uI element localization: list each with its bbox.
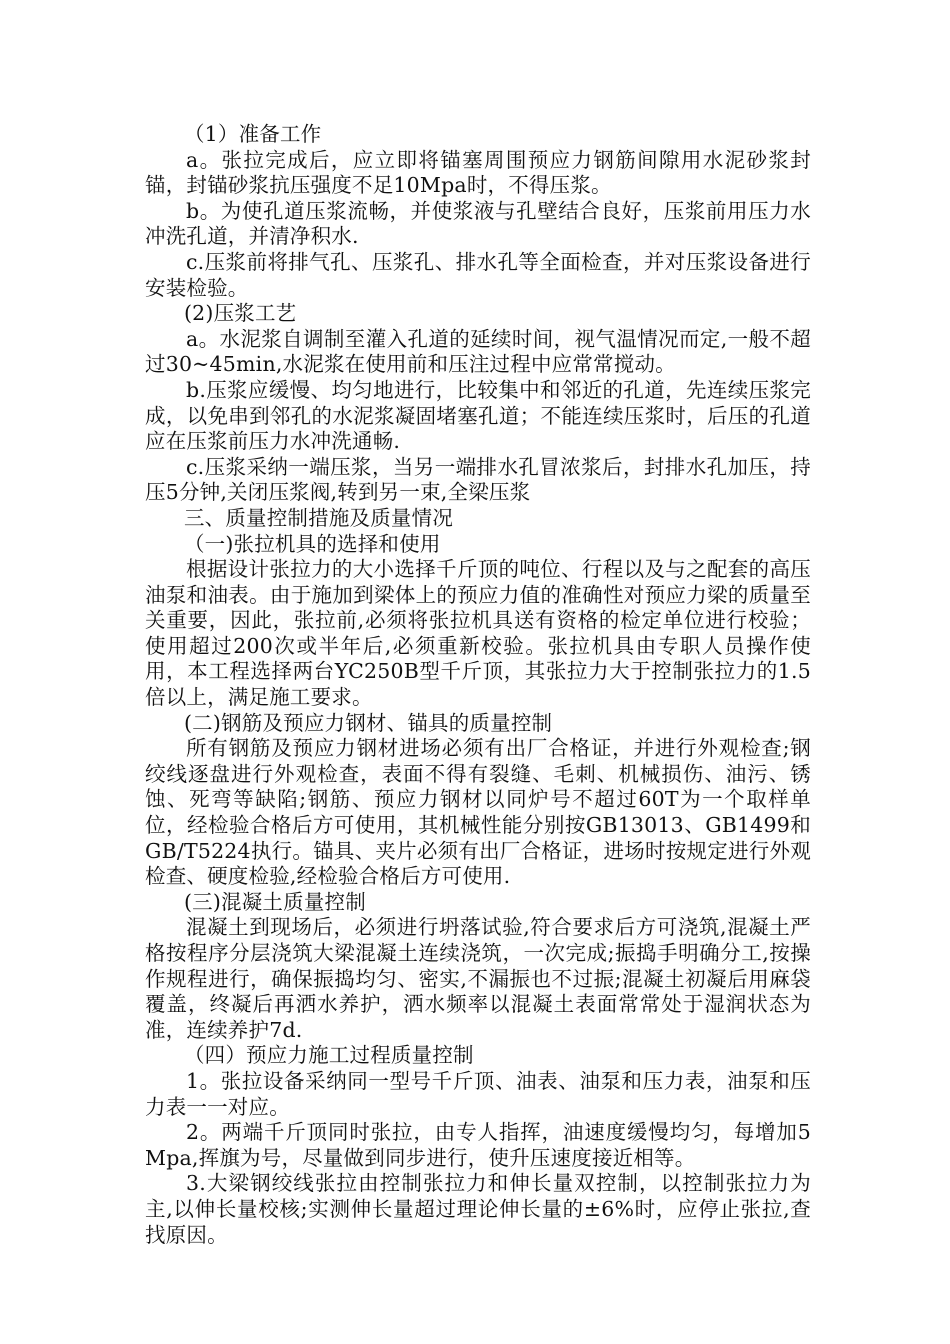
subsection-heading-tensioning-equipment: （一)张拉机具的选择和使用 <box>183 531 441 556</box>
subsection-heading-prestress-process: （四）预应力施工过程质量控制 <box>183 1043 474 1068</box>
paragraph-item-a: a。张拉完成后，应立即将锚塞周围预应力钢筋间隙用水泥砂浆封锚，封锚砂浆抗压强度不足10Mpa时，不得压浆。 <box>145 147 811 198</box>
paragraph-item-c: c.压浆前将排气孔、压浆孔、排水孔等全面检查，并对压浆设备进行安装检验。 <box>145 249 811 300</box>
document-body <box>145 122 811 1248</box>
paragraph-concrete-quality: 混凝土到现场后，必须进行坍落试验,符合要求后方可浇筑,混凝土严格按程序分层浇筑大梁混凝土连续浇筑，一次完成;振捣手明确分工,按操作规程进行，确保振捣均匀、密实,不漏振也不过振;混凝土初凝后用麻袋覆盖，终凝后再洒水养护，洒水频率以混凝土表面常常处于湿润状态为准，连续养护7d. <box>145 915 811 1042</box>
paragraph-item-b: b.压浆应缓慢、均匀地进行，比较集中和邻近的孔道，先连续压浆完成，以免串到邻孔的水泥浆凝固堵塞孔道；不能连续压浆时，后压的孔道应在压浆前压力水冲洗通畅. <box>145 377 811 454</box>
subsection-heading-steel-anchors: (二)钢筋及预应力钢材、锚具的质量控制 <box>183 710 553 735</box>
paragraph-item-2: 2。两端千斤顶同时张拉，由专人指挥，油速度缓慢均匀，每增加5Mpa,挥旗为号，尽量做到同步进行，使升压速度接近相等。 <box>145 1120 811 1170</box>
paragraph-item-c: c.压浆采纳一端压浆，当另一端排水孔冒浓浆后，封排水孔加压，持压5分钟,关闭压浆阀,转到另一束,全梁压浆 <box>145 454 811 505</box>
paragraph-tensioning-equipment: 根据设计张拉力的大小选择千斤顶的吨位、行程以及与之配套的高压油泵和油表。由于施加到梁体上的预应力值的准确性对预应力梁的质量至关重要，因此，张拉前,必须将张拉机具送有资格的检定单位进行校验；使用超过200次或半年后,必须重新校验。张拉机具由专职人员操作使用，本工程选择两台YC250B型千斤顶，其张拉力大于控制张拉力的1.5倍以上，满足施工要求。 <box>145 557 811 710</box>
section-heading-preparation: （1）准备工作 <box>183 122 322 146</box>
section-heading-quality-control: 三、质量控制措施及质量情况 <box>183 505 454 530</box>
subsection-heading-concrete-quality: (三)混凝土质量控制 <box>183 889 366 914</box>
paragraph-item-a: a。水泥浆自调制至灌入孔道的延续时间，视气温情况而定,一般不超过30~45min,水泥浆在使用前和压注过程中应常常搅动。 <box>145 326 811 377</box>
paragraph-steel-anchors: 所有钢筋及预应力钢材进场必须有出厂合格证，并进行外观检查;钢绞线逐盘进行外观检查，表面不得有裂缝、毛刺、机械损伤、油污、锈蚀、死弯等缺陷;钢筋、预应力钢材以同炉号不超过60T为一个取样单位，经检验合格后方可使用，其机械性能分别按GB13013、GB1499和GB/T5224执行。锚具、夹片必须有出厂合格证，进场时按规定进行外观检查、硬度检验,经检验合格后方可使用. <box>145 736 811 889</box>
paragraph-item-1: 1。张拉设备采纳同一型号千斤顶、油表、油泵和压力表，油泵和压力表一一对应。 <box>145 1068 811 1119</box>
paragraph-item-3: 3.大梁钢绞线张拉由控制张拉力和伸长量双控制，以控制张拉力为主,以伸长量校核;实测伸长量超过理论伸长量的±6%时，应停止张拉,查找原因。 <box>145 1171 811 1247</box>
section-heading-grouting-process: (2)压浆工艺 <box>183 301 297 326</box>
paragraph-item-b: b。为使孔道压浆流畅，并使浆液与孔壁结合良好，压浆前用压力水冲洗孔道，并清净积水. <box>145 198 811 249</box>
